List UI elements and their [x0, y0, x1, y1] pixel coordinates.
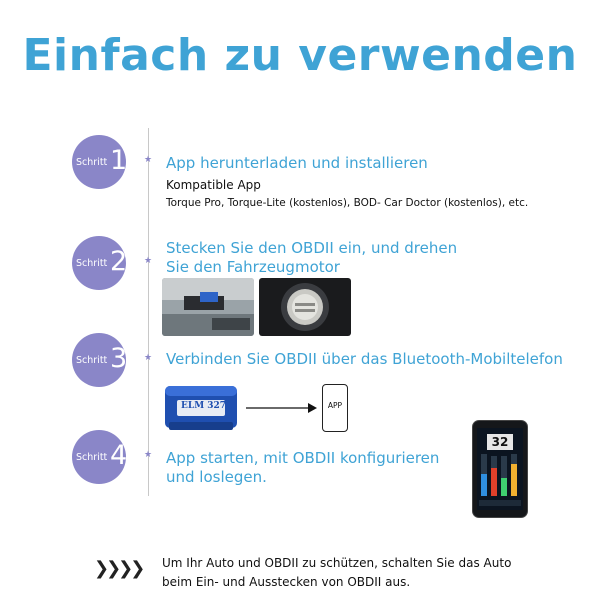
step-1-title: App herunterladen und installieren: [166, 154, 428, 172]
step-4-number: 4: [110, 440, 128, 471]
step-1-badge: [72, 135, 126, 189]
step-4-word: Schritt: [76, 452, 108, 463]
step-4-title-line1: App starten, mit OBDII konfigurieren: [166, 449, 440, 467]
step-3-title: Verbinden Sie OBDII über das Bluetooth-Mobiltelefon: [166, 350, 563, 368]
step-2-number: 2: [110, 246, 128, 277]
timeline-line: [148, 128, 149, 496]
step-2-title-line1: Stecken Sie den OBDII ein, und drehen: [166, 239, 458, 257]
step-3-word: Schritt: [76, 355, 108, 366]
star-icon: ★: [144, 450, 153, 460]
phone-gauge-reading: 32: [491, 435, 509, 449]
safety-note: [162, 554, 511, 592]
step-3-badge: [72, 333, 126, 387]
step-1-compatible-label: Kompatible App: [166, 178, 261, 192]
step-1-number: 1: [110, 145, 128, 176]
smartphone-image: [472, 420, 528, 518]
step-4-title-line2: und loslegen.: [166, 468, 267, 486]
page-title: Einfach zu verwenden: [22, 30, 578, 81]
phone-outline-icon: [322, 384, 348, 432]
obd-port-photo: [162, 278, 254, 336]
arrow-right-icon: [244, 402, 318, 414]
chevrons-right-icon: ❯❯❯❯: [94, 558, 143, 579]
safety-note-line1: Um Ihr Auto und OBDII zu schützen, schalten Sie das Auto: [162, 556, 512, 570]
step-3-number: 3: [110, 343, 128, 374]
obd-device-image: [163, 382, 241, 434]
app-label: APP: [327, 401, 343, 410]
star-icon: ★: [144, 155, 153, 165]
step-2-word: Schritt: [76, 258, 108, 269]
step-1-word: Schritt: [76, 157, 108, 168]
step-4-badge: [72, 430, 126, 484]
obd-device-label: ELM 327: [181, 401, 227, 411]
star-icon: ★: [144, 256, 153, 266]
engine-start-button-photo: [259, 278, 351, 336]
step-2-badge: [72, 236, 126, 290]
step-1-compatible-apps: Torque Pro, Torque-Lite (kostenlos), BOD- Car Doctor (kostenlos), etc.: [166, 197, 529, 209]
star-icon: ★: [144, 353, 153, 363]
safety-note-line2: beim Ein- und Ausstecken von OBDII aus.: [162, 575, 411, 589]
step-2-title-line2: Sie den Fahrzeugmotor: [166, 258, 340, 276]
